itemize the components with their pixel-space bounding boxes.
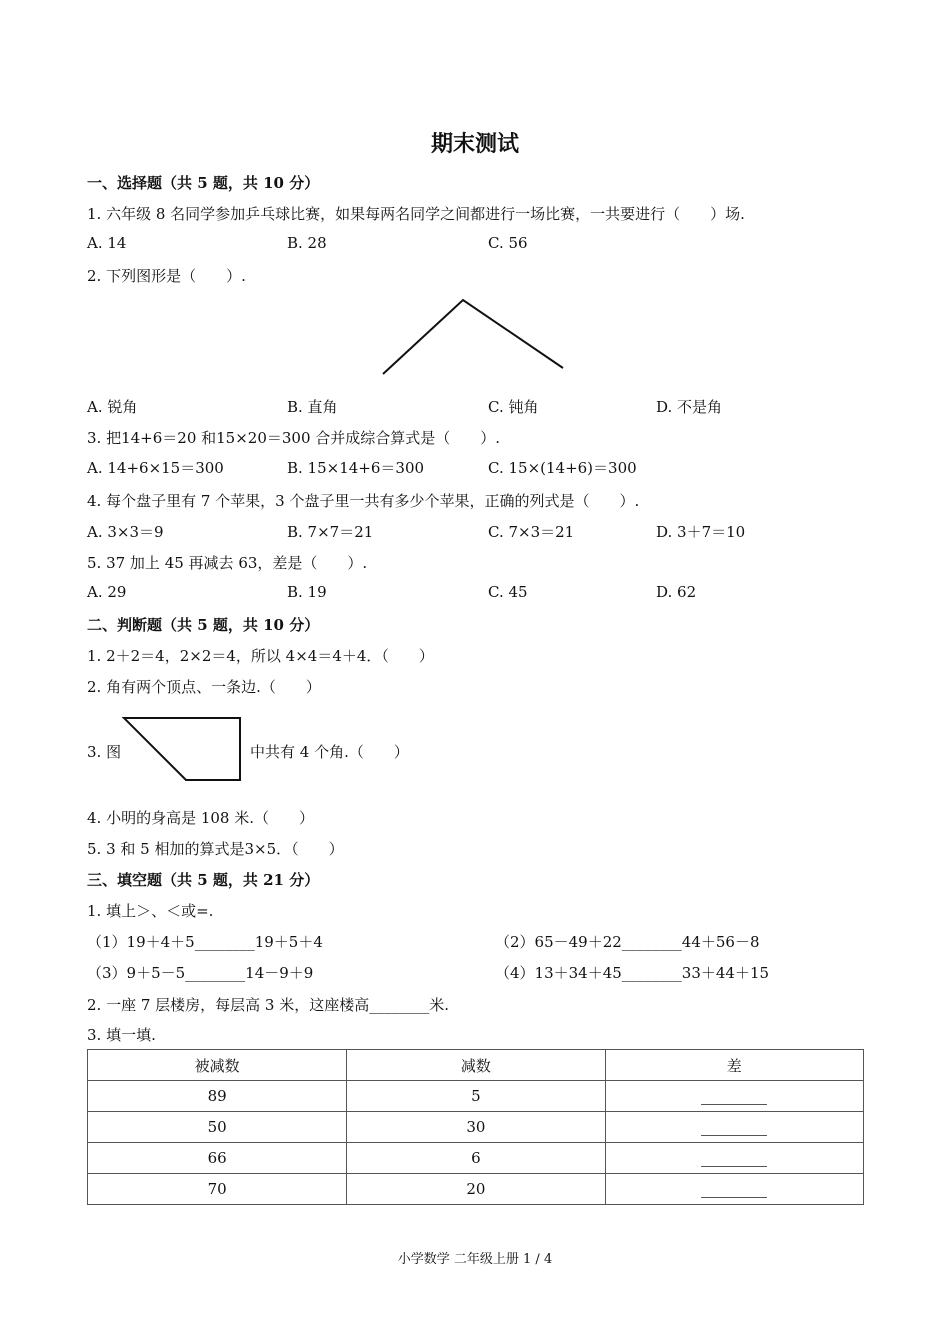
table-row — [88, 1174, 864, 1205]
option: A. 锐角 — [87, 398, 138, 416]
table-cell: 20 — [347, 1174, 605, 1205]
option: D. 62 — [656, 583, 697, 601]
question-text: 2. 一座 7 层楼房，每层高 3 米，这座楼高________米. — [87, 996, 450, 1014]
column-header: 差 — [605, 1050, 863, 1081]
answer-blank[interactable] — [701, 1121, 767, 1136]
table-row — [88, 1081, 864, 1112]
question-text: 5. 3 和 5 相加的算式是3×5．（ ） — [87, 840, 344, 858]
column-header: 被减数 — [88, 1050, 347, 1081]
sub-question: （4）13＋34＋45________33＋44＋15 — [495, 964, 770, 982]
table-cell: 89 — [88, 1081, 347, 1112]
table-cell: 5 — [347, 1081, 605, 1112]
question-text: 中共有 4 个角.（ ） — [250, 743, 409, 761]
question-text: 2. 角有两个顶点、一条边.（ ） — [87, 678, 321, 696]
option: B. 19 — [287, 583, 327, 601]
page-title: 期末测试 — [430, 131, 519, 157]
table-cell: 30 — [347, 1112, 605, 1143]
table-row — [88, 1112, 864, 1143]
quadrilateral-figure — [118, 714, 248, 784]
option: C. 钝角 — [488, 398, 539, 416]
table-cell: 66 — [88, 1143, 347, 1174]
question-text: 3. 把14+6＝20 和15×20＝300 合并成综合算式是（ ）. — [87, 429, 501, 447]
sub-question: （2）65－49＋22________44＋56－8 — [495, 933, 760, 951]
option: D. 3＋7＝10 — [656, 523, 746, 541]
answer-blank[interactable] — [701, 1183, 767, 1198]
section-heading-choice: 一、选择题（共 5 题，共 10 分） — [87, 174, 320, 192]
question-text: 3. 图 — [87, 743, 122, 761]
answer-cell[interactable] — [605, 1174, 863, 1205]
question-text: 1. 填上＞、＜或=. — [87, 902, 214, 920]
answer-blank[interactable] — [701, 1090, 767, 1105]
question-text: 2. 下列图形是（ ）. — [87, 267, 246, 285]
table-cell: 70 — [88, 1174, 347, 1205]
option: C. 7×3＝21 — [488, 523, 575, 541]
question-text: 3. 填一填. — [87, 1026, 156, 1044]
option: C. 45 — [488, 583, 528, 601]
section-heading-judge: 二、判断题（共 5 题，共 10 分） — [87, 616, 320, 634]
answer-cell[interactable] — [605, 1081, 863, 1112]
sub-question: （3）9＋5－5________14－9＋9 — [87, 964, 314, 982]
option: C. 15×(14+6)＝300 — [488, 459, 637, 477]
answer-cell[interactable] — [605, 1112, 863, 1143]
option: B. 28 — [287, 234, 327, 252]
table-cell: 6 — [347, 1143, 605, 1174]
option: A. 14+6×15＝300 — [87, 459, 224, 477]
subtraction-table — [87, 1049, 864, 1205]
question-text: 4. 小明的身高是 108 米.（ ） — [87, 809, 315, 827]
option: B. 直角 — [287, 398, 338, 416]
option: B. 7×7＝21 — [287, 523, 374, 541]
sub-question: （1）19＋4＋5________19＋5＋4 — [87, 933, 323, 951]
question-text: 5. 37 加上 45 再减去 63，差是（ ）. — [87, 554, 368, 572]
question-text: 1. 2＋2＝4，2×2＝4，所以 4×4＝4＋4．（ ） — [87, 647, 434, 665]
table-cell: 50 — [88, 1112, 347, 1143]
answer-blank[interactable] — [701, 1152, 767, 1167]
answer-cell[interactable] — [605, 1143, 863, 1174]
obtuse-angle-figure — [375, 292, 575, 382]
page-footer: 小学数学 二年级上册 1 / 4 — [397, 1252, 553, 1267]
table-header-row — [88, 1050, 864, 1081]
column-header: 减数 — [347, 1050, 605, 1081]
section-heading-fill: 三、填空题（共 5 题，共 21 分） — [87, 871, 320, 889]
question-text: 4. 每个盘子里有 7 个苹果，3 个盘子里一共有多少个苹果，正确的列式是（ ）. — [87, 492, 640, 510]
question-text: 1. 六年级 8 名同学参加乒乓球比赛，如果每两名同学之间都进行一场比赛，一共要进行（ ）场. — [87, 205, 745, 223]
option: A. 29 — [87, 583, 127, 601]
option: B. 15×14+6＝300 — [287, 459, 425, 477]
option: D. 不是角 — [656, 398, 723, 416]
option: A. 3×3＝9 — [87, 523, 164, 541]
option: A. 14 — [87, 234, 127, 252]
table-row — [88, 1143, 864, 1174]
option: C. 56 — [488, 234, 528, 252]
